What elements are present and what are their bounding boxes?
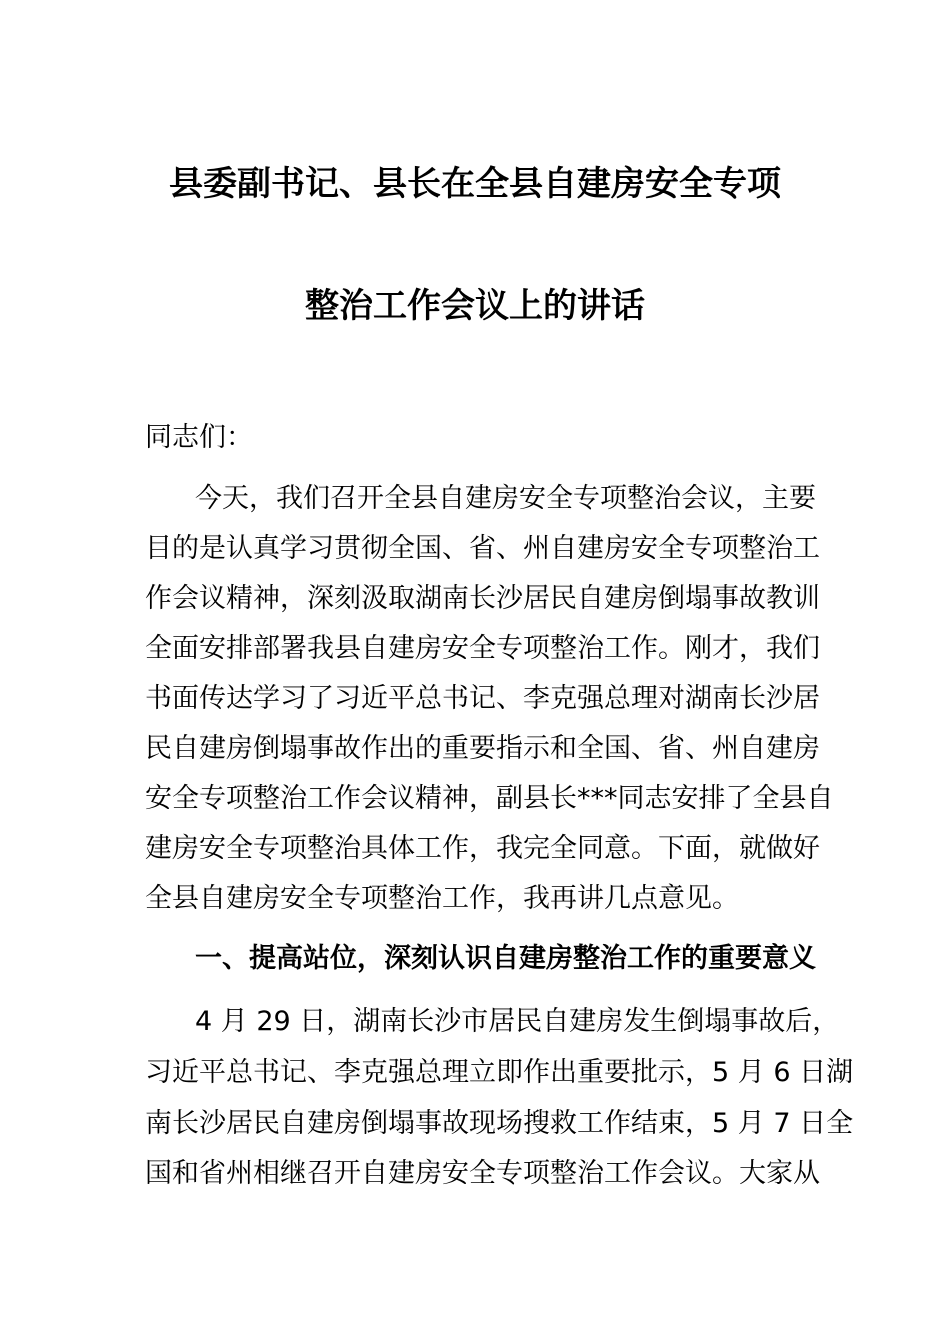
paragraph-2-line: 习近平总书记、李克强总理立即作出重要批示，5 月 6 日湖 [145, 1057, 854, 1088]
paragraph-1-line: 全面安排部署我县自建房安全专项整治工作。刚才，我们 [145, 633, 820, 664]
paragraph-1-line: 今天，我们召开全县自建房安全专项整治会议，主要 [195, 483, 816, 514]
paragraph-2-line: 南长沙居民自建房倒塌事故现场搜救工作结束，5 月 7 日全 [145, 1108, 854, 1139]
paragraph-1-line: 全县自建房安全专项整治工作，我再讲几点意见。 [145, 883, 739, 914]
paragraph-1-line: 作会议精神，深刻汲取湖南长沙居民自建房倒塌事故教训 [145, 583, 820, 614]
paragraph-1-line: 民自建房倒塌事故作出的重要指示和全国、省、州自建房 [145, 733, 820, 764]
paragraph-1-line: 安全专项整治工作会议精神，副县长***同志安排了全县自 [145, 783, 834, 814]
paragraph-1-line: 目的是认真学习贯彻全国、省、州自建房安全专项整治工 [145, 533, 820, 564]
document-title-line-1: 县委副书记、县长在全县自建房安全专项 [169, 164, 781, 204]
paragraph-1-line: 书面传达学习了习近平总书记、李克强总理对湖南长沙居 [145, 683, 820, 714]
paragraph-1-line: 建房安全专项整治具体工作，我完全同意。下面，就做好 [145, 833, 820, 864]
paragraph-2-line: 国和省州相继召开自建房安全专项整治工作会议。大家从 [145, 1158, 820, 1189]
document-title-line-2: 整治工作会议上的讲话 [305, 286, 645, 326]
salutation: 同志们： [145, 422, 253, 453]
section-1-heading: 一、提高站位，深刻认识自建房整治工作的重要意义 [195, 943, 816, 974]
paragraph-2-line: 4 月 29 日，湖南长沙市居民自建房发生倒塌事故后， [195, 1006, 840, 1037]
